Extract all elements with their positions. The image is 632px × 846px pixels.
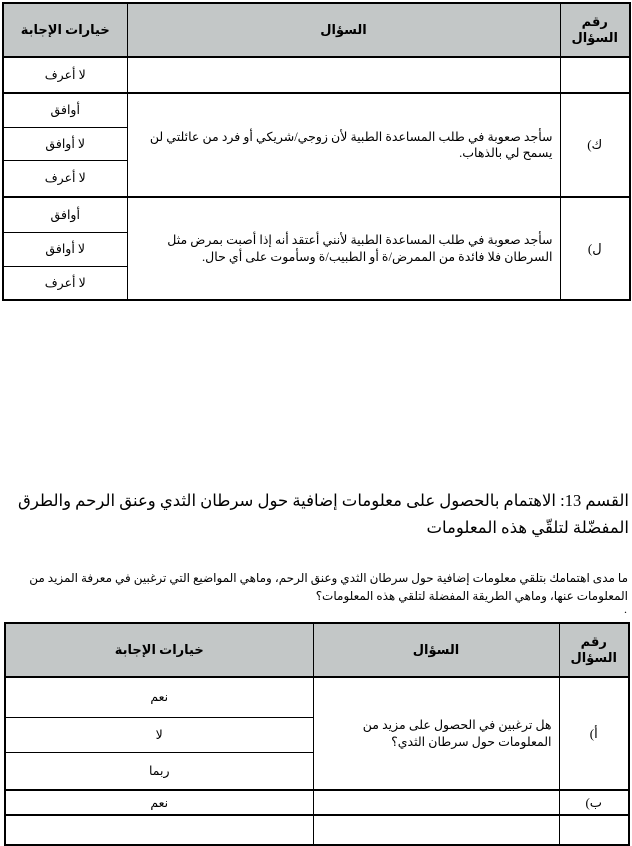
- section13-question-table: [4, 622, 630, 846]
- question-cell: هل ترغبين في الحصول على مزيد من المعلومات حول سرطان الثدي؟: [313, 677, 559, 790]
- header-answer-choices: خيارات الإجابة: [3, 3, 127, 57]
- section13-intro: [4, 570, 628, 605]
- table-header-row: [5, 623, 629, 677]
- table-row: [5, 790, 629, 815]
- header-question-number: رقم السؤال: [560, 3, 630, 57]
- answer-option-cell: لا أعرف: [3, 160, 127, 197]
- table-row: [3, 93, 630, 127]
- question-cell: [127, 57, 560, 93]
- answer-option-cell: ربما: [5, 752, 313, 790]
- answer-option-cell: أوافق: [3, 197, 127, 232]
- section13-intro-line1: ما مدى اهتمامك بتلقي معلومات إضافية حول سرطان الثدي وعنق الرحم، وماهي المواضيع التي ترغبين في معرفة المزيد من: [29, 571, 628, 585]
- answer-option-cell: نعم: [5, 790, 313, 815]
- answer-option-cell: لا أعرف: [3, 266, 127, 300]
- section13-title-line1: القسم 13: الاهتمام بالحصول على معلومات إضافية حول سرطان الثدي وعنق الرحم والطرق: [18, 491, 629, 510]
- question-cell: سأجد صعوبة في طلب المساعدة الطبية لأنني أعتقد أنه إذا أصبت بمرض مثل السرطان فلا فائدة من الممرض/ة أو الطبيب/ة وسأموت على أي حال.: [127, 197, 560, 300]
- question-cell: [313, 815, 559, 845]
- answer-option-cell: أوافق: [3, 93, 127, 127]
- question-number-cell: ل): [560, 197, 630, 300]
- table-row: [3, 197, 630, 232]
- section13-title: [3, 487, 629, 541]
- header-question-number: رقم السؤال: [559, 623, 629, 677]
- header-answer-choices: خيارات الإجابة: [5, 623, 313, 677]
- table-header-row: [3, 3, 630, 57]
- clipped-table-row: [5, 815, 629, 845]
- answer-option-cell: نعم: [5, 677, 313, 717]
- question-number-cell: [560, 57, 630, 93]
- answer-option-cell: لا أعرف: [3, 57, 127, 93]
- question-number-cell: أ): [559, 677, 629, 790]
- header-question: السؤال: [127, 3, 560, 57]
- section13-title-line2: المفضّلة لتلقّي هذه المعلومات: [426, 518, 629, 537]
- table-row: [5, 677, 629, 717]
- question-cell: سأجد صعوبة في طلب المساعدة الطبية لأن زوجي/شريكي أو فرد من عائلتي لن يسمح لي بالذهاب.: [127, 93, 560, 197]
- agreement-question-table: [2, 2, 631, 301]
- stray-period: .: [624, 602, 627, 616]
- question-number-cell: ك): [560, 93, 630, 197]
- answer-option-cell: [5, 815, 313, 845]
- answer-option-cell: لا: [5, 717, 313, 752]
- table-row: [3, 57, 630, 93]
- answer-option-cell: لا أوافق: [3, 127, 127, 160]
- section13-intro-line2: المعلومات عنها، وماهي الطريقة المفضلة لتلقي هذه المعلومات؟: [315, 588, 628, 603]
- answer-option-cell: لا أوافق: [3, 232, 127, 266]
- header-question: السؤال: [313, 623, 559, 677]
- question-number-cell: ب): [559, 790, 629, 815]
- question-number-cell: [559, 815, 629, 845]
- question-cell: [313, 790, 559, 815]
